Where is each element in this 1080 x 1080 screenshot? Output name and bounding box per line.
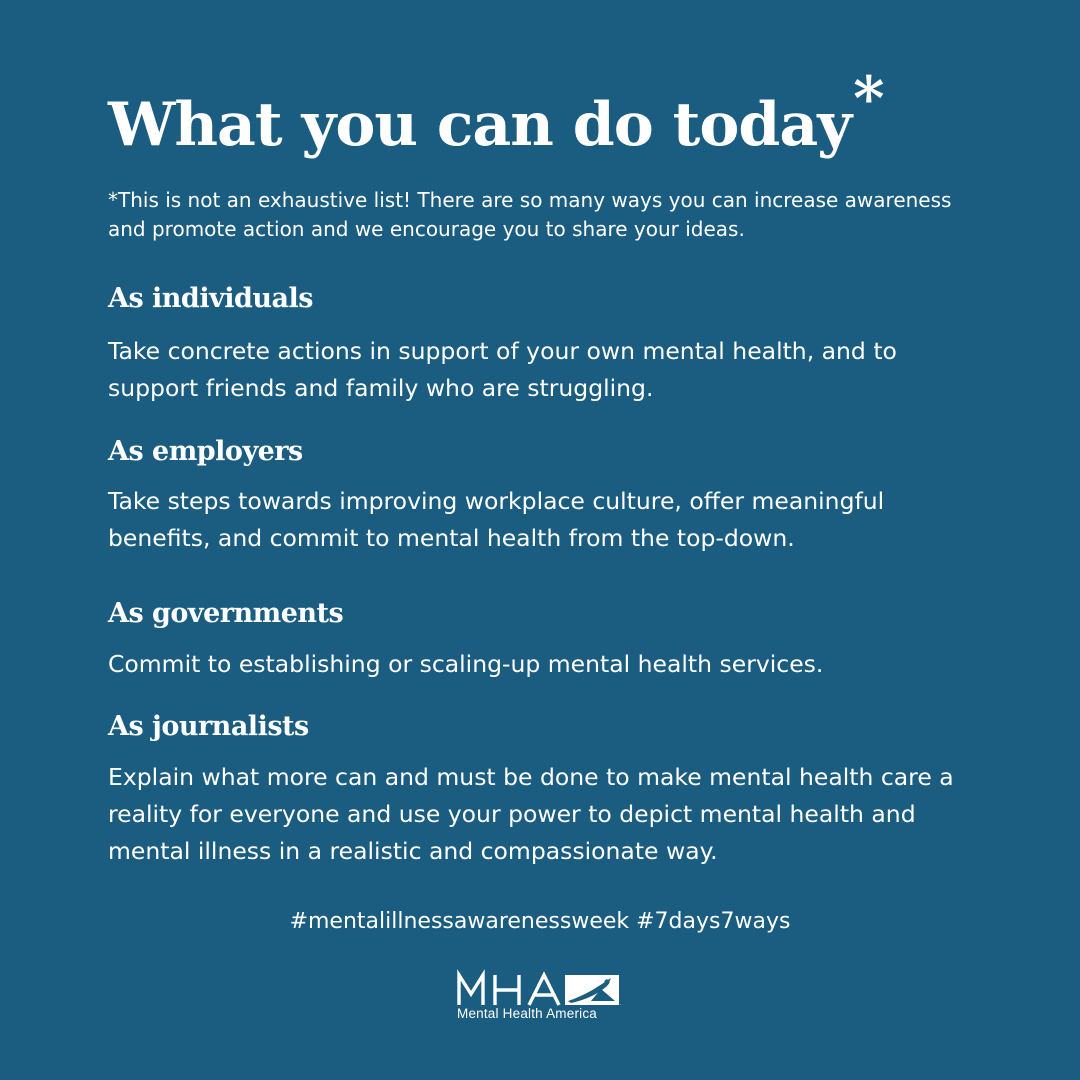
section-heading-governments: As governments <box>108 598 344 629</box>
mha-logo-caption: Mental Health America <box>457 1006 598 1021</box>
mha-logo-mark-icon <box>455 968 625 1008</box>
title-asterisk: * <box>853 64 884 134</box>
svg-text:.: . <box>620 1001 622 1007</box>
page-title-text: What you can do today <box>108 90 852 160</box>
disclaimer-text: *This is not an exhaustive list! There are so many ways you can increase awareness and promote action and we encourage you to share your ideas. <box>108 188 952 241</box>
section-body-journalists: Explain what more can and must be done to make mental health care a reality for everyone and use your power to depict mental health and mental illness in a realistic and compassionate way. <box>108 763 954 865</box>
section-body-governments: Commit to establishing or scaling-up mental health services. <box>108 650 824 678</box>
section-heading-journalists: As journalists <box>108 711 309 742</box>
section-body-individuals: Take concrete actions in support of your own mental health, and to support friends and family who are struggling. <box>108 337 897 402</box>
section-heading-employers: As employers <box>108 436 303 467</box>
page-title <box>108 64 884 170</box>
mha-logo <box>455 968 625 1026</box>
section-body-employers: Take steps towards improving workplace culture, offer meaningful benefits, and commit to mental health from the top-down. <box>108 487 885 552</box>
section-heading-individuals: As individuals <box>108 283 313 314</box>
hashtags-text: #mentalillnessawarenessweek #7days7ways <box>289 909 791 934</box>
